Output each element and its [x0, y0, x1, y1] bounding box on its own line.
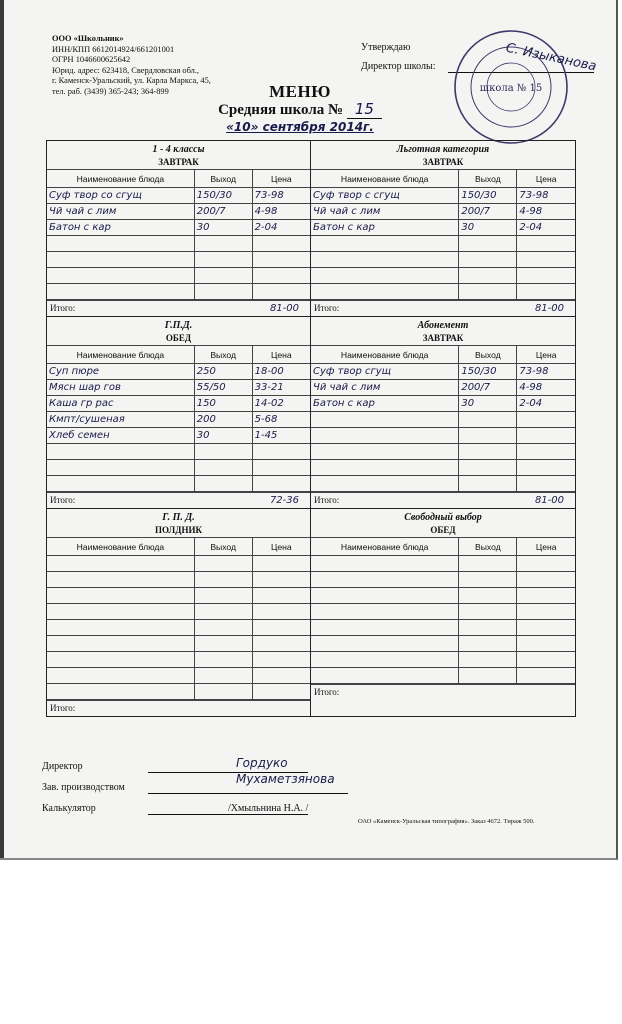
meal-block — [311, 509, 575, 716]
dish-name-cell: Кмпт/сушеная — [47, 412, 194, 428]
dish-output-cell — [194, 284, 252, 300]
table-row — [311, 636, 575, 652]
dish-name-cell — [47, 668, 194, 684]
table-row — [47, 364, 310, 380]
meal-category: Льготная категория — [396, 144, 490, 155]
table-row — [47, 396, 310, 412]
column-header-name: Наименование блюда — [47, 538, 194, 556]
table-header-row — [47, 538, 310, 556]
dish-name-cell — [47, 284, 194, 300]
meal-table — [311, 345, 575, 492]
dish-name-cell — [311, 572, 459, 588]
dish-price-cell — [252, 652, 310, 668]
dish-price-cell: 2-04 — [252, 220, 310, 236]
dish-price-cell — [252, 268, 310, 284]
dish-output-cell: 30 — [459, 220, 517, 236]
table-row — [311, 412, 575, 428]
total-value: 81-00 — [534, 303, 564, 314]
table-row — [47, 588, 310, 604]
table-row — [47, 444, 310, 460]
menu-date — [0, 120, 600, 134]
menu-title: МЕНЮ — [269, 82, 331, 101]
director-school-signature: С. Изыканова — [504, 40, 598, 75]
dish-name-cell: Суф твор с сгущ — [311, 188, 459, 204]
dish-name-cell: Батон с кар — [47, 220, 194, 236]
meal-type: ОБЕД — [165, 333, 192, 343]
company-address-1: Юрид. адрес: 623418, Свердловская обл., — [52, 65, 200, 75]
meal-table — [311, 537, 575, 684]
dish-price-cell — [252, 252, 310, 268]
dish-output-cell — [459, 268, 517, 284]
table-row — [47, 460, 310, 476]
dish-price-cell — [517, 284, 575, 300]
dish-name-cell — [311, 556, 459, 572]
dish-output-cell: 150/30 — [194, 188, 252, 204]
total-row — [311, 492, 575, 508]
dish-price-cell: 4-98 — [517, 380, 575, 396]
dish-name-cell — [47, 684, 194, 700]
dish-output-cell — [194, 604, 252, 620]
dish-name-cell: Чй чай с лим — [47, 204, 194, 220]
meal-category: Абонемент — [417, 320, 469, 331]
dish-price-cell — [517, 588, 575, 604]
school-prefix: Средняя школа № — [218, 102, 344, 118]
dish-name-cell: Суф твор со сгущ — [47, 188, 194, 204]
dish-price-cell: 2-04 — [517, 220, 575, 236]
dish-output-cell: 200/7 — [194, 204, 252, 220]
dish-name-cell — [311, 476, 459, 492]
menu-grid — [46, 140, 576, 717]
dish-name-cell — [311, 604, 459, 620]
dish-output-cell — [459, 252, 517, 268]
dish-output-cell — [194, 268, 252, 284]
dish-output-cell — [459, 652, 517, 668]
dish-price-cell — [517, 556, 575, 572]
dish-price-cell — [252, 460, 310, 476]
table-row — [311, 252, 575, 268]
column-header-price: Цена — [252, 346, 310, 364]
dish-price-cell — [252, 636, 310, 652]
dish-name-cell: Суф твор сгущ — [311, 364, 459, 380]
dish-output-cell — [194, 588, 252, 604]
dish-price-cell — [517, 460, 575, 476]
dish-name-cell — [311, 588, 459, 604]
printer-imprint: ОАО «Каменск-Уральская типография». Заказ 4672. Тираж 500. — [358, 818, 535, 825]
dish-name-cell — [311, 236, 459, 252]
dish-price-cell: 1-45 — [252, 428, 310, 444]
dish-name-cell — [311, 620, 459, 636]
dish-price-cell — [252, 236, 310, 252]
dish-output-cell — [194, 252, 252, 268]
total-label: Итого: — [314, 303, 340, 313]
dish-name-cell — [47, 588, 194, 604]
table-row — [311, 476, 575, 492]
company-address-2: г. Каменск-Уральский, ул. Карла Маркса, 45, — [52, 76, 211, 86]
dish-price-cell — [517, 412, 575, 428]
dish-output-cell: 30 — [194, 220, 252, 236]
dish-price-cell: 18-00 — [252, 364, 310, 380]
dish-output-cell — [194, 636, 252, 652]
column-header-name: Наименование блюда — [47, 170, 194, 188]
dish-price-cell — [252, 588, 310, 604]
column-header-output: Выход — [194, 346, 252, 364]
meal-table — [47, 169, 310, 300]
school-number: 15 — [347, 100, 382, 119]
dish-output-cell — [194, 668, 252, 684]
column-header-output: Выход — [459, 346, 517, 364]
dish-output-cell — [459, 668, 517, 684]
total-value: 81-00 — [534, 495, 564, 506]
production-label: Зав. производством — [42, 782, 125, 793]
table-row — [47, 252, 310, 268]
menu-row-2 — [47, 317, 575, 509]
dish-price-cell — [252, 668, 310, 684]
table-row — [47, 572, 310, 588]
meal-type: ЗАВТРАК — [158, 157, 199, 167]
table-row — [47, 204, 310, 220]
director-signature: Гордуко — [236, 756, 288, 770]
table-row — [311, 588, 575, 604]
table-row — [47, 620, 310, 636]
total-label: Итого: — [50, 495, 76, 505]
dish-name-cell — [311, 412, 459, 428]
dish-name-cell — [47, 652, 194, 668]
dish-name-cell: Суп пюре — [47, 364, 194, 380]
dish-price-cell: 4-98 — [252, 204, 310, 220]
dish-name-cell: Хлеб семен — [47, 428, 194, 444]
total-row — [47, 492, 310, 508]
company-phone: тел. раб. (3439) 365-243; 364-899 — [52, 86, 169, 96]
dish-name-cell — [47, 460, 194, 476]
dish-price-cell — [517, 428, 575, 444]
table-row — [311, 380, 575, 396]
dish-name-cell — [47, 444, 194, 460]
dish-price-cell — [517, 236, 575, 252]
dish-output-cell: 30 — [459, 396, 517, 412]
table-row — [47, 412, 310, 428]
menu-row-1 — [47, 141, 575, 317]
dish-output-cell: 55/50 — [194, 380, 252, 396]
meal-table — [311, 169, 575, 300]
table-row — [311, 204, 575, 220]
dish-output-cell: 150/30 — [459, 364, 517, 380]
production-signature: Мухаметзянова — [236, 772, 335, 786]
column-header-price: Цена — [517, 170, 575, 188]
table-row — [47, 284, 310, 300]
company-ogrn: ОГРН 1046600625642 — [52, 55, 131, 65]
dish-output-cell — [194, 460, 252, 476]
calculator-name: /Хмыльнина Н.А. / — [228, 803, 309, 814]
total-row — [311, 684, 575, 700]
stamp-text: школа № 15 — [479, 83, 543, 94]
column-header-price: Цена — [517, 538, 575, 556]
dish-output-cell — [459, 444, 517, 460]
dish-price-cell: 2-04 — [517, 396, 575, 412]
total-label: Итого: — [314, 687, 340, 697]
dish-output-cell — [459, 588, 517, 604]
dish-output-cell — [194, 572, 252, 588]
table-row — [311, 236, 575, 252]
dish-price-cell — [517, 252, 575, 268]
table-row — [311, 284, 575, 300]
dish-name-cell — [47, 604, 194, 620]
column-header-price: Цена — [252, 170, 310, 188]
table-row — [47, 476, 310, 492]
table-header-row — [311, 170, 575, 188]
dish-name-cell — [311, 252, 459, 268]
table-row — [47, 556, 310, 572]
column-header-price: Цена — [517, 346, 575, 364]
table-header-row — [47, 170, 310, 188]
column-header-name: Наименование блюда — [311, 538, 459, 556]
menu-row-3 — [47, 509, 575, 716]
dish-price-cell — [517, 476, 575, 492]
dish-name-cell — [47, 252, 194, 268]
school-line — [0, 100, 600, 119]
meal-type: ПОЛДНИК — [155, 525, 202, 535]
total-row — [47, 300, 310, 316]
menu-date-value: «10» сентября 2014г. — [226, 120, 374, 134]
meal-type: ЗАВТРАК — [422, 157, 464, 167]
table-row — [47, 268, 310, 284]
dish-name-cell: Чй чай с лим — [311, 380, 459, 396]
dish-price-cell — [252, 556, 310, 572]
dish-name-cell — [311, 636, 459, 652]
dish-price-cell: 73-98 — [517, 364, 575, 380]
dish-name-cell — [311, 268, 459, 284]
director-label: Директор — [42, 761, 83, 772]
meal-block — [47, 317, 311, 509]
table-row — [47, 188, 310, 204]
table-row — [311, 364, 575, 380]
meal-block — [311, 317, 575, 509]
meal-table — [47, 537, 310, 700]
dish-price-cell — [517, 652, 575, 668]
dish-output-cell — [194, 684, 252, 700]
dish-name-cell: Каша гр рас — [47, 396, 194, 412]
dish-output-cell — [194, 476, 252, 492]
dish-output-cell — [194, 652, 252, 668]
table-row — [47, 668, 310, 684]
calculator-line — [148, 814, 228, 815]
table-row — [47, 380, 310, 396]
column-header-name: Наименование блюда — [311, 170, 459, 188]
meal-block — [47, 141, 311, 317]
meal-category: Г.П.Д. — [164, 320, 193, 331]
dish-name-cell — [311, 652, 459, 668]
dish-output-cell: 150 — [194, 396, 252, 412]
column-header-name: Наименование блюда — [311, 346, 459, 364]
table-row — [311, 268, 575, 284]
table-row — [47, 428, 310, 444]
table-header-row — [311, 538, 575, 556]
dish-name-cell: Батон с кар — [311, 220, 459, 236]
dish-output-cell — [459, 556, 517, 572]
dish-output-cell: 250 — [194, 364, 252, 380]
table-row — [311, 220, 575, 236]
dish-name-cell — [311, 284, 459, 300]
dish-output-cell — [194, 620, 252, 636]
dish-output-cell — [459, 604, 517, 620]
production-line — [148, 793, 348, 794]
total-label: Итого: — [50, 703, 76, 713]
dish-price-cell — [517, 444, 575, 460]
dish-output-cell — [459, 412, 517, 428]
dish-output-cell — [194, 556, 252, 572]
meal-block — [47, 509, 311, 716]
table-header-row — [311, 346, 575, 364]
meal-category: Свободный выбор — [404, 512, 482, 523]
dish-price-cell: 4-98 — [517, 204, 575, 220]
table-row — [47, 604, 310, 620]
dish-price-cell — [252, 572, 310, 588]
table-row — [311, 572, 575, 588]
director-school-label: Директор школы: — [361, 61, 436, 72]
dish-output-cell — [459, 284, 517, 300]
dish-price-cell — [517, 268, 575, 284]
meal-type: ЗАВТРАК — [422, 333, 464, 343]
dish-price-cell — [252, 284, 310, 300]
total-label: Итого: — [314, 495, 340, 505]
dish-output-cell: 200 — [194, 412, 252, 428]
table-row — [311, 604, 575, 620]
total-value: 81-00 — [269, 303, 299, 314]
company-inn: ИНН/КПП 6612014924/661201001 — [52, 44, 175, 54]
dish-price-cell: 14-02 — [252, 396, 310, 412]
column-header-output: Выход — [459, 170, 517, 188]
dish-name-cell — [47, 476, 194, 492]
table-header-row — [47, 346, 310, 364]
dish-name-cell: Чй чай с лим — [311, 204, 459, 220]
dish-price-cell — [517, 604, 575, 620]
table-row — [311, 652, 575, 668]
dish-name-cell — [311, 428, 459, 444]
dish-output-cell: 150/30 — [459, 188, 517, 204]
dish-price-cell — [252, 476, 310, 492]
dish-name-cell — [47, 236, 194, 252]
meal-block — [311, 141, 575, 317]
dish-price-cell — [517, 620, 575, 636]
dish-price-cell — [252, 620, 310, 636]
meal-category: Г. П. Д. — [162, 512, 195, 523]
dish-output-cell — [194, 444, 252, 460]
dish-price-cell — [252, 604, 310, 620]
dish-name-cell: Батон с кар — [311, 396, 459, 412]
company-name: ООО «Школьник» — [52, 34, 124, 43]
column-header-output: Выход — [194, 170, 252, 188]
table-row — [311, 428, 575, 444]
table-row — [311, 444, 575, 460]
dish-name-cell — [47, 556, 194, 572]
dish-output-cell — [194, 236, 252, 252]
meal-type: ОБЕД — [430, 525, 456, 535]
table-row — [47, 684, 310, 700]
dish-output-cell — [459, 636, 517, 652]
table-row — [311, 188, 575, 204]
table-row — [311, 396, 575, 412]
table-row — [47, 236, 310, 252]
table-row — [47, 220, 310, 236]
dish-price-cell — [252, 444, 310, 460]
dish-name-cell — [311, 668, 459, 684]
column-header-name: Наименование блюда — [47, 346, 194, 364]
dish-output-cell — [459, 428, 517, 444]
dish-price-cell — [252, 684, 310, 700]
total-label: Итого: — [50, 303, 76, 313]
dish-output-cell: 30 — [194, 428, 252, 444]
dish-name-cell — [311, 460, 459, 476]
dish-output-cell: 200/7 — [459, 380, 517, 396]
table-row — [311, 668, 575, 684]
dish-output-cell — [459, 620, 517, 636]
dish-name-cell — [47, 620, 194, 636]
column-header-output: Выход — [194, 538, 252, 556]
dish-name-cell: Мясн шар гов — [47, 380, 194, 396]
approve-label: Утверждаю — [361, 42, 411, 53]
total-row — [47, 700, 310, 716]
dish-price-cell — [517, 668, 575, 684]
dish-price-cell: 33-21 — [252, 380, 310, 396]
meal-category: 1 - 4 классы — [152, 144, 205, 155]
dish-name-cell — [47, 268, 194, 284]
table-row — [311, 556, 575, 572]
table-row — [311, 620, 575, 636]
table-row — [311, 460, 575, 476]
dish-price-cell — [517, 572, 575, 588]
dish-price-cell: 5-68 — [252, 412, 310, 428]
dish-price-cell: 73-98 — [517, 188, 575, 204]
total-value: 72-36 — [269, 495, 299, 506]
total-row — [311, 300, 575, 316]
table-row — [47, 652, 310, 668]
dish-output-cell: 200/7 — [459, 204, 517, 220]
dish-price-cell — [517, 636, 575, 652]
dish-name-cell — [47, 572, 194, 588]
dish-output-cell — [459, 236, 517, 252]
dish-output-cell — [459, 476, 517, 492]
dish-output-cell — [459, 460, 517, 476]
calculator-label: Калькулятор — [42, 803, 96, 814]
meal-table — [47, 345, 310, 492]
dish-output-cell — [459, 572, 517, 588]
column-header-price: Цена — [252, 538, 310, 556]
dish-name-cell — [311, 444, 459, 460]
dish-price-cell: 73-98 — [252, 188, 310, 204]
table-row — [47, 636, 310, 652]
dish-name-cell — [47, 636, 194, 652]
column-header-output: Выход — [459, 538, 517, 556]
